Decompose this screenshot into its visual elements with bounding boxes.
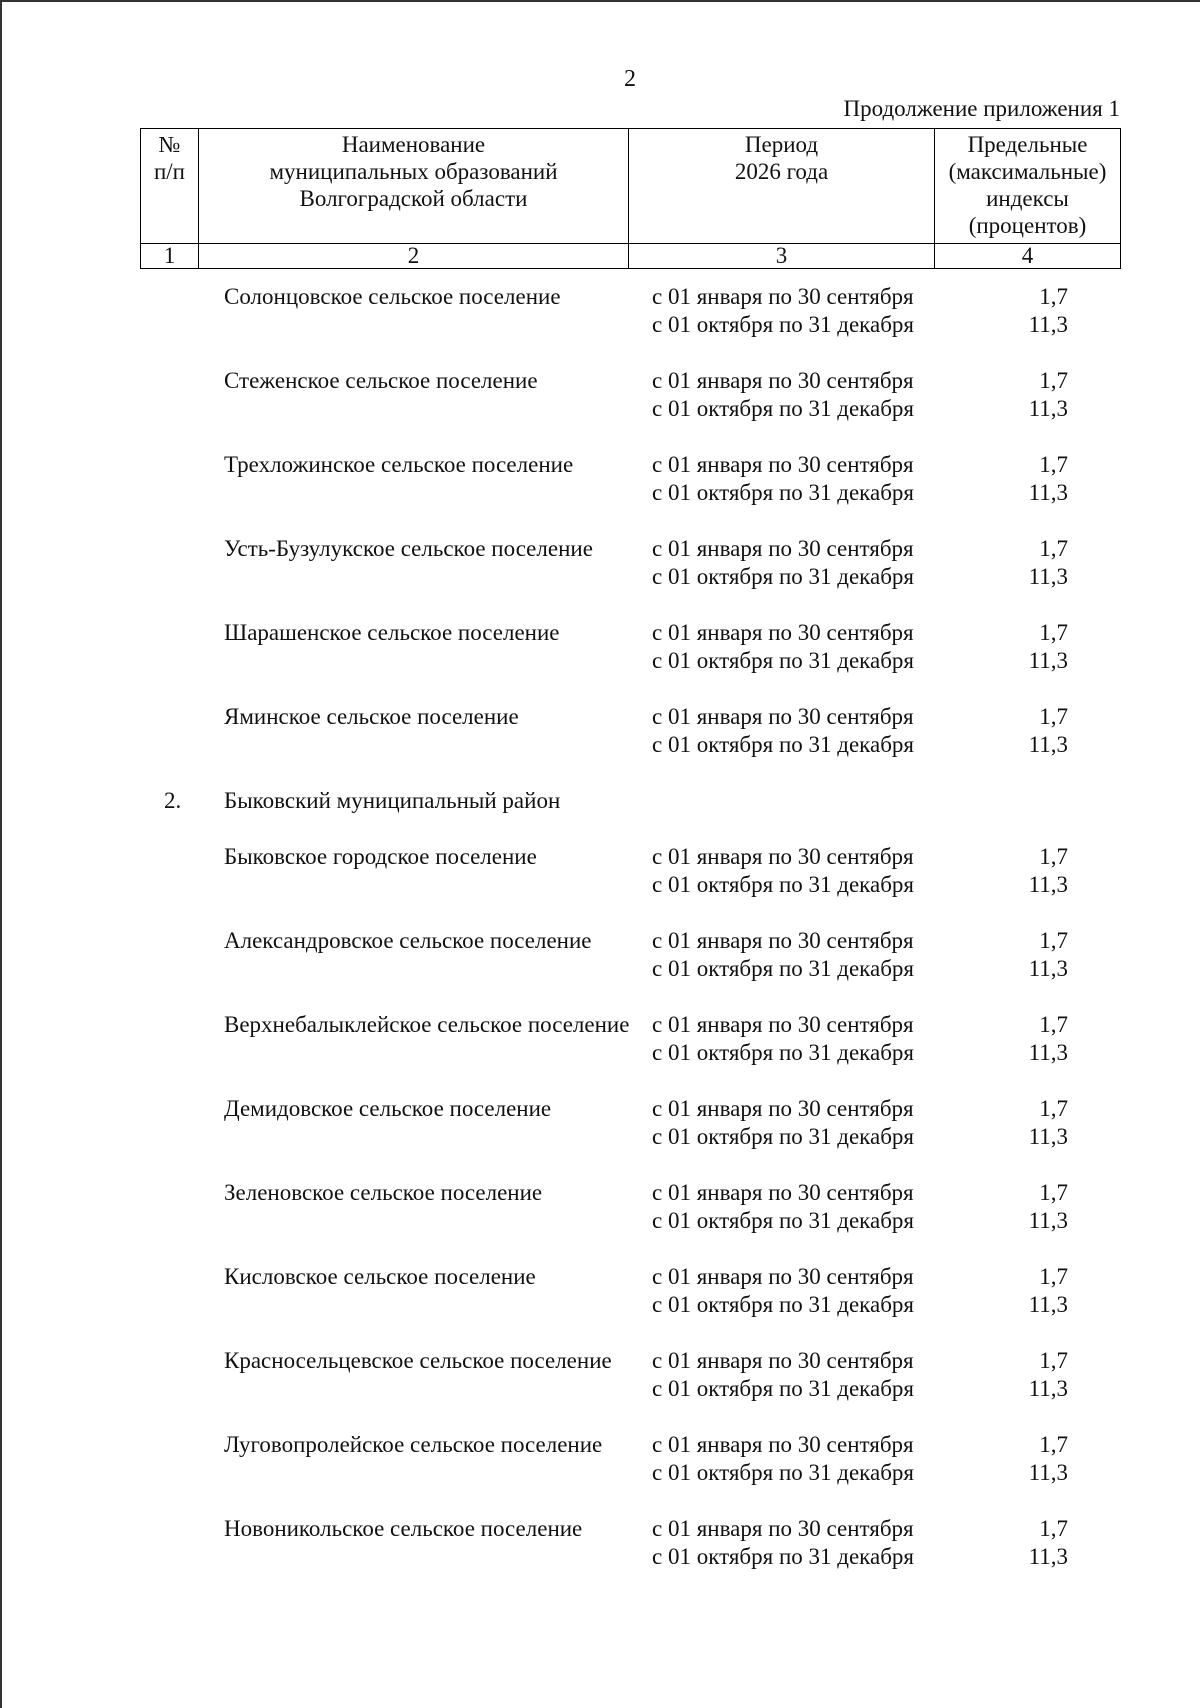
period-cell: с 01 января по 30 сентября с 01 октября по 31 декабря — [652, 844, 914, 897]
index-cell: 1,7 11,3 — [1028, 1096, 1068, 1149]
table-row — [140, 451, 1120, 535]
period-cell: с 01 января по 30 сентября с 01 октября по 31 декабря — [652, 452, 914, 505]
period-cell: с 01 января по 30 сентября с 01 октября по 31 декабря — [652, 1096, 914, 1149]
settlement-name: Зеленовское сельское поселение — [224, 1180, 543, 1205]
index-cell: 1,7 11,3 — [1028, 368, 1068, 421]
column-number-4: 4 — [935, 244, 1121, 269]
period-cell: с 01 января по 30 сентября с 01 октября по 31 декабря — [652, 1012, 914, 1065]
settlement-name: Усть-Бузулукское сельское поселение — [224, 536, 593, 561]
table-header — [140, 128, 1121, 269]
page-number: 2 — [624, 66, 636, 92]
index-cell: 1,7 11,3 — [1028, 704, 1068, 757]
period-cell: с 01 января по 30 сентября с 01 октября по 31 декабря — [652, 1516, 914, 1569]
period-cell: с 01 января по 30 сентября с 01 октября по 31 декабря — [652, 1348, 914, 1401]
header-col-period: Период 2026 года — [629, 129, 935, 244]
index-cell: 1,7 11,3 — [1028, 620, 1068, 673]
district-row — [140, 787, 1120, 843]
district-number: 2. — [164, 788, 182, 813]
settlement-name: Новоникольское сельское поселение — [224, 1516, 583, 1541]
period-cell: с 01 января по 30 сентября с 01 октября по 31 декабря — [652, 368, 914, 421]
index-cell: 1,7 11,3 — [1028, 1012, 1068, 1065]
table-row — [140, 1431, 1120, 1515]
index-cell: 1,7 11,3 — [1028, 284, 1068, 337]
table-row — [140, 1263, 1120, 1347]
table-row — [140, 535, 1120, 619]
index-cell: 1,7 11,3 — [1028, 1264, 1068, 1317]
table-row — [140, 1179, 1120, 1263]
index-cell: 1,7 11,3 — [1028, 536, 1068, 589]
district-name: Быковский муниципальный район — [224, 788, 561, 813]
index-cell: 1,7 11,3 — [1028, 928, 1068, 981]
table-row — [140, 1515, 1120, 1599]
settlement-name: Александровское сельское поселение — [224, 928, 592, 953]
settlement-name: Яминское сельское поселение — [224, 704, 519, 729]
column-number-3: 3 — [629, 244, 935, 269]
column-number-1: 1 — [141, 244, 199, 269]
table-row — [140, 703, 1120, 787]
table-row — [140, 367, 1120, 451]
header-col-index: Предельные (максимальные) индексы (процентов) — [935, 129, 1121, 244]
index-cell: 1,7 11,3 — [1028, 1516, 1068, 1569]
header-col-number: № п/п — [141, 129, 199, 244]
period-cell: с 01 января по 30 сентября с 01 октября по 31 декабря — [652, 620, 914, 673]
settlement-name: Демидовское сельское поселение — [224, 1096, 552, 1121]
table-row — [140, 1011, 1120, 1095]
scan-edge-left — [0, 0, 2, 1708]
table-row — [140, 1095, 1120, 1179]
index-cell: 1,7 11,3 — [1028, 1180, 1068, 1233]
table-row — [140, 619, 1120, 703]
table-row — [140, 1347, 1120, 1431]
period-cell: с 01 января по 30 сентября с 01 октября по 31 декабря — [652, 1264, 914, 1317]
index-cell: 1,7 11,3 — [1028, 844, 1068, 897]
settlement-name: Верхнебалыклейское сельское поселение — [224, 1012, 630, 1037]
index-cell: 1,7 11,3 — [1028, 452, 1068, 505]
table-body — [140, 283, 1120, 1599]
table-row — [140, 283, 1120, 367]
settlement-name: Шарашенское сельское поселение — [224, 620, 560, 645]
period-cell: с 01 января по 30 сентября с 01 октября по 31 декабря — [652, 284, 914, 337]
column-number-2: 2 — [199, 244, 629, 269]
period-cell: с 01 января по 30 сентября с 01 октября по 31 декабря — [652, 1180, 914, 1233]
period-cell: с 01 января по 30 сентября с 01 октября по 31 декабря — [652, 928, 914, 981]
settlement-name: Трехложинское сельское поселение — [224, 452, 574, 477]
settlement-name: Кисловское сельское поселение — [224, 1264, 536, 1289]
header-col-name: Наименование муниципальных образований Волгоградской области — [199, 129, 629, 244]
settlement-name: Солонцовское сельское поселение — [224, 284, 561, 309]
settlement-name: Луговопролейское сельское поселение — [224, 1432, 603, 1457]
table-row — [140, 927, 1120, 1011]
index-cell: 1,7 11,3 — [1028, 1432, 1068, 1485]
continuation-label: Продолжение приложения 1 — [843, 96, 1120, 121]
settlement-name: Красносельцевское сельское поселение — [224, 1348, 612, 1373]
period-cell: с 01 января по 30 сентября с 01 октября по 31 декабря — [652, 704, 914, 757]
settlement-name: Стеженское сельское поселение — [224, 368, 538, 393]
scan-edge-top — [0, 0, 1200, 2]
period-cell: с 01 января по 30 сентября с 01 октября по 31 декабря — [652, 1432, 914, 1485]
period-cell: с 01 января по 30 сентября с 01 октября по 31 декабря — [652, 536, 914, 589]
table-row — [140, 843, 1120, 927]
settlement-name: Быковское городское поселение — [224, 844, 537, 869]
index-cell: 1,7 11,3 — [1028, 1348, 1068, 1401]
